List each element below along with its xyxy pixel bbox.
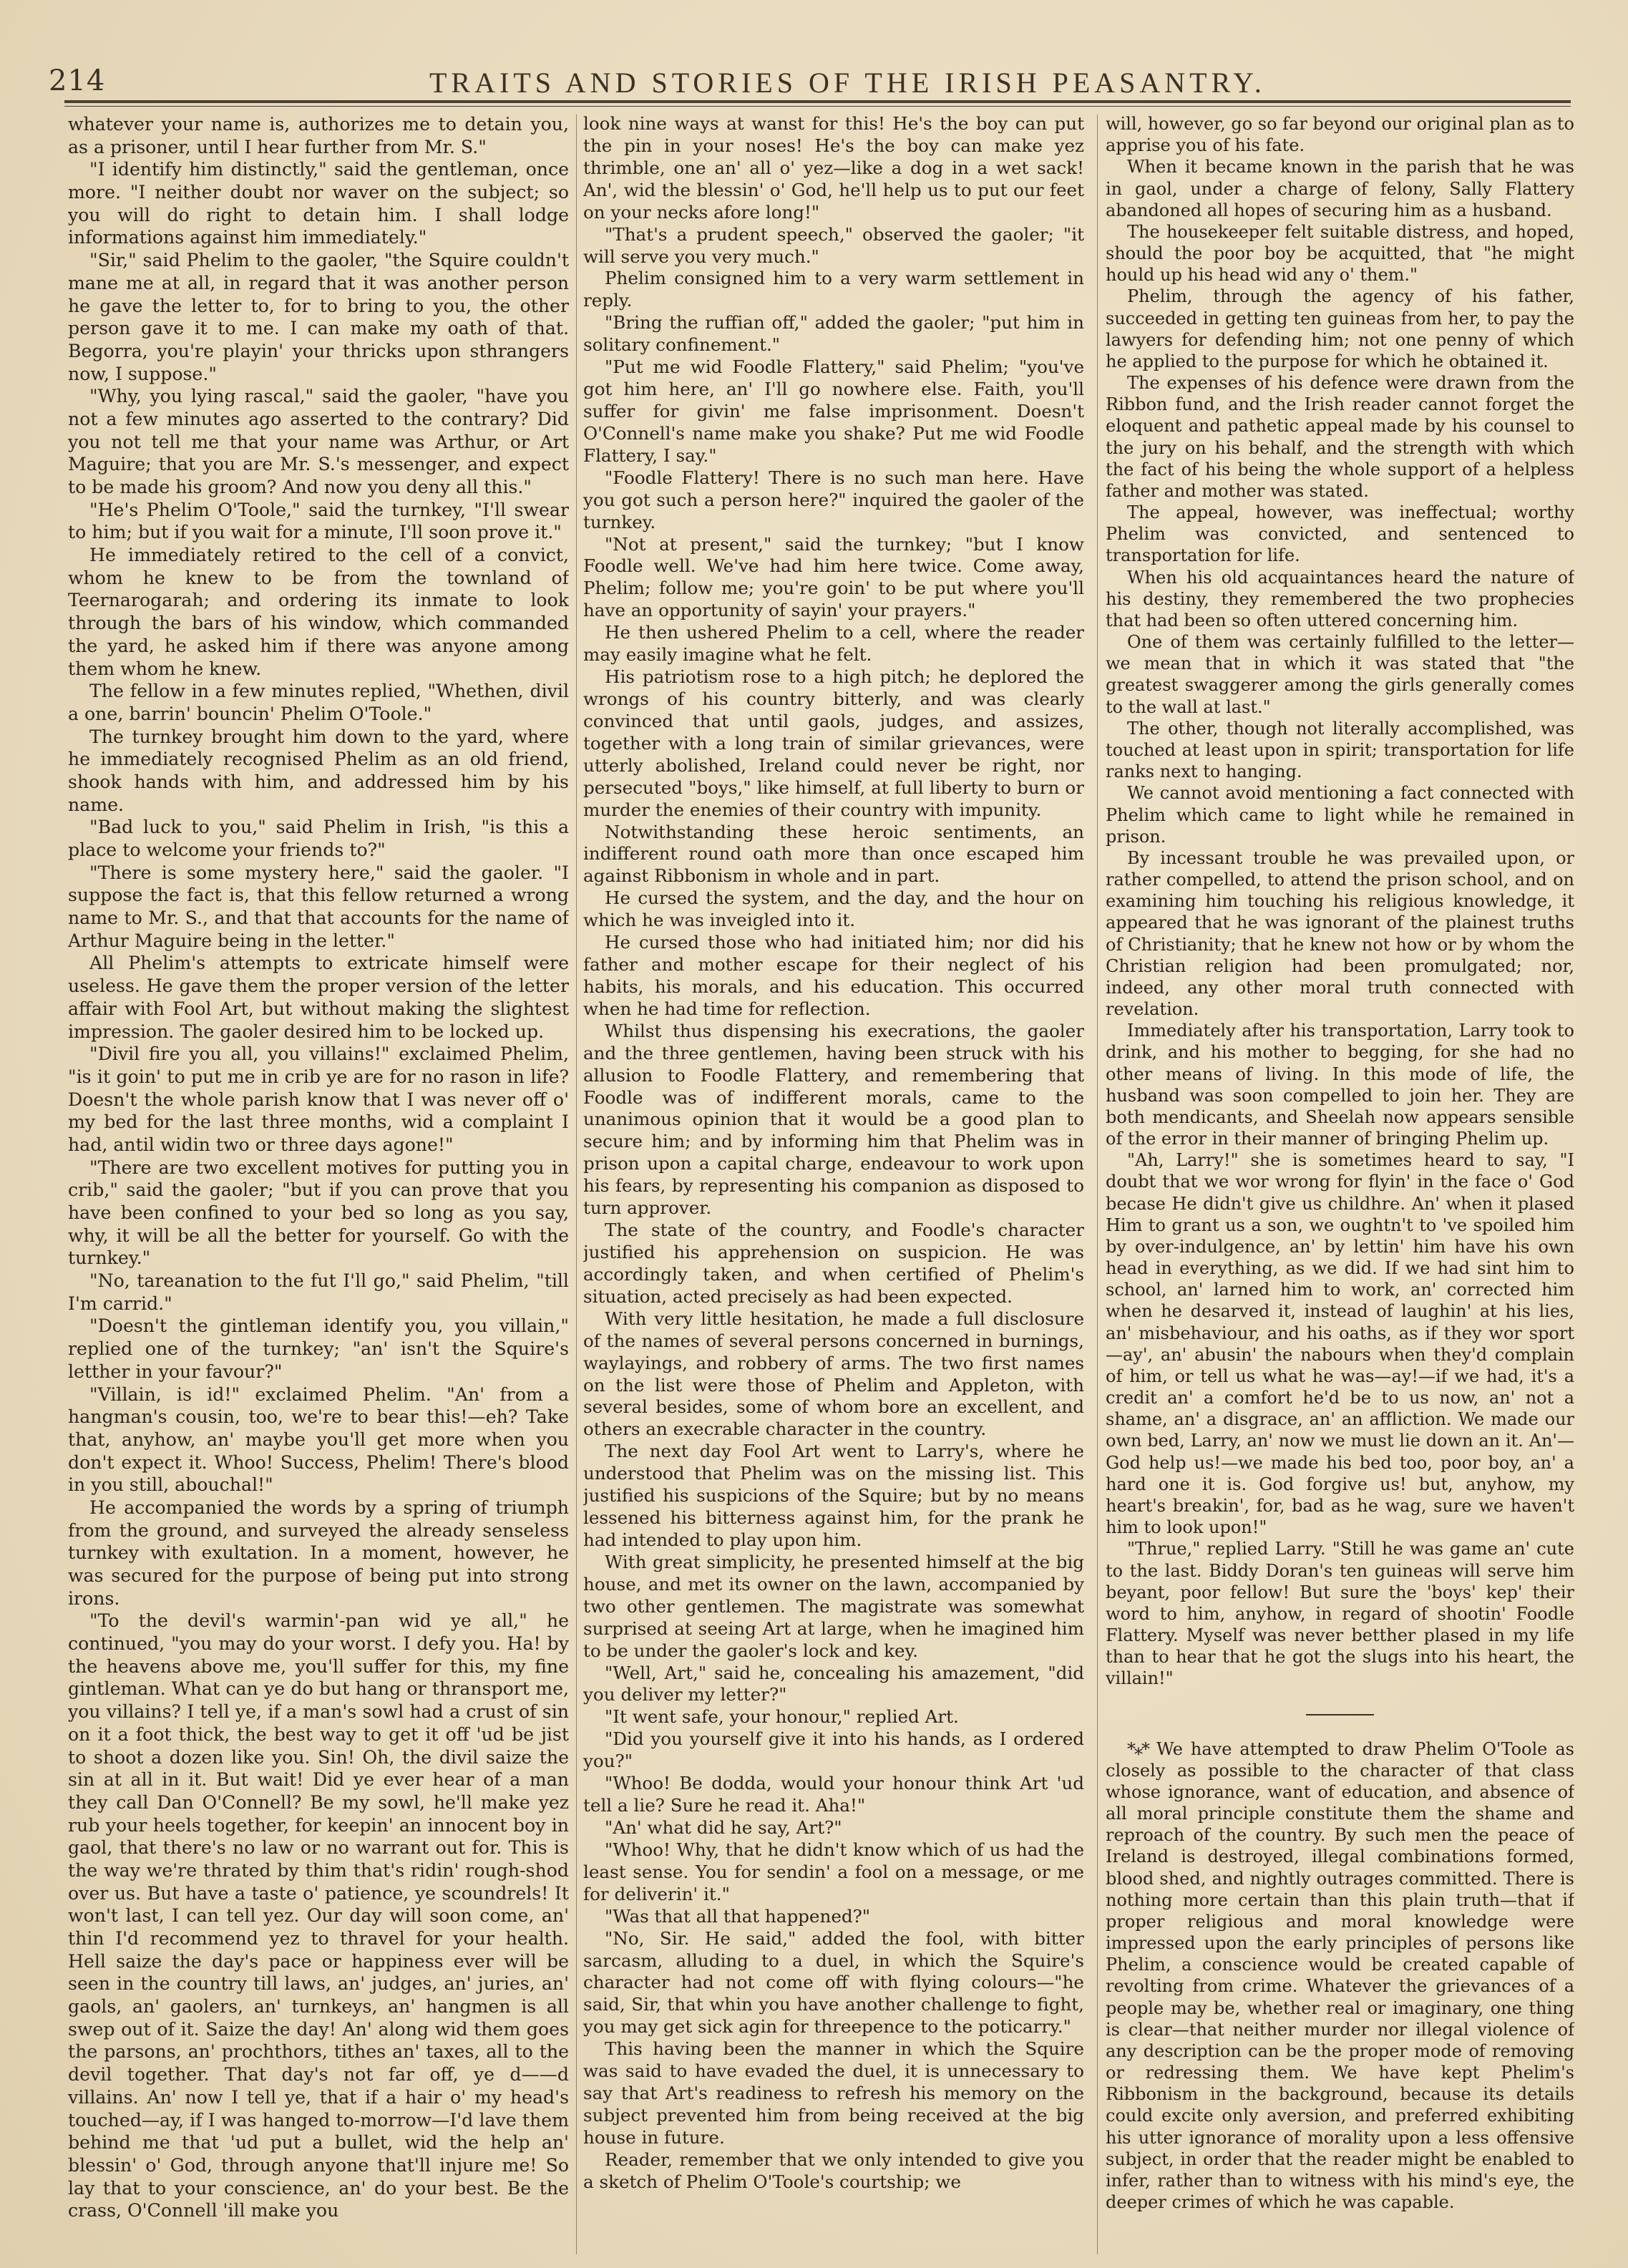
text-column-1 <box>68 113 569 2253</box>
header-rule-thin <box>64 106 1571 107</box>
paragraph: "To the devil's warmin'-pan wid ye all," he continued, "you may do your worst. I defy you. Ha! by the heavens above me, you'll suffer for this, my fine gintleman. What can ye do but hang or thransport me, you villains? I tell ye, if a man's sowl had a crust of sin on it a foot thick, the best way to get it off 'ud be jist to shoot a dozen like you. Sin! Oh, the divil saize the sin at all in it. But wait! Did ye ever hear of a man they call Dan O'Connell? Be my sowl, he'll make yez rub your heels together, for keepin' an innocent boy in gaol, that there's no law or no warrant out for. This is the way we're thrated by thim that's ridin' rough-shod over us. But have a taste o' patience, ye scoundrels! It won't last, I can tell yez. Our day will soon come, an' thin I'd recommend yez to thravel for your health. Hell saize the day's pace or happiness ever will be seen in the country till laws, an' judges, an' juries, an' gaols, an' gaolers, an' turnkeys, an' hangmen is all swep out of it. Saize the day! An' along wid them goes the parsons, an' prochthors, tithes an' taxes, all to the devil together. That day's not far off, ye d——d villains. An' now I tell ye, that if a hair o' my head's touched—ay, if I was hanged to-morrow—I'd lave them behind me that 'ud put a bullet, wid the help an' blessin' o' God, through anyone that'll injure me! So lay that to your conscience, an' do your best. Be the crass, O'Connell 'ill make you <box>68 1610 569 2221</box>
paragraph: Phelim consigned him to a very warm settlement in reply. <box>583 268 1084 311</box>
paragraph: "Put me wid Foodle Flattery," said Phelim; "you've got him here, an' I'll go nowhere else. Faith, you'll suffer for givin' me false imprisonment. Doesn't O'Connell's name make you shake? Put me wid Foodle Flattery, I say." <box>583 356 1084 466</box>
paragraph: Whilst thus dispensing his execrations, the gaoler and the three gentlemen, having been struck with his allusion to Foodle Flattery, and remembering that Foodle was of indifferent morals, came to the unanimous opinion that it would be a good plan to secure him; and by informing him that Phelim was in prison upon a capital charge, endeavour to work upon his fears, by representing his companion as disposed to turn approver. <box>583 1020 1084 1219</box>
paragraph: When his old acquaintances heard the nature of his destiny, they remembered the two prophecies that had been so often uttered concerning him. <box>1106 567 1574 631</box>
paragraph: "Did you yourself give it into his hands, as I ordered you?" <box>583 1728 1084 1772</box>
paragraph: The next day Fool Art went to Larry's, where he understood that Phelim was on the missing list. This justified his suspicions of the Squire; but by no means lessened his bitterness against him, for the prank he had intended to play upon him. <box>583 1441 1084 1550</box>
paragraph: By incessant trouble he was prevailed upon, or rather compelled, to attend the prison school, and on examining him touching his religious knowledge, it appeared that he was ignorant of the plainest truths of Christianity; that he knew not how or by whom the Christian religion had been promulgated; nor, indeed, any other moral truth connected with revelation. <box>1106 847 1574 1020</box>
paragraph: "Ah, Larry!" she is sometimes heard to say, "I doubt that we wor wrong for flyin' in the face o' God becase He didn't give us childhre. An' when it plased Him to grant us a son, we oughtn't to 've spoiled him by over-indulgence, an' by lettin' him have his own head in everything, as we did. If we had sint him to school, an' larned him to work, an' corrected him when he desarved it, instead of laughin' at his lies, an' misbehaviour, and his oaths, as if they wor sport—ay', an' abusin' the nabours when they'd complain of him, or tell us what he was—ay!—if we had, it's a credit an' a comfort he'd be to us now, an' not a shame, an' a disgrace, an' an affliction. We made our own bed, Larry, an' now we must lie down an it. An'—God help us!—we made his bed too, poor boy, an' a hard one it is. God forgive us! but, anyhow, my heart's breakin', for, bad as he wag, sure we haven't him to look upon!" <box>1106 1150 1574 1538</box>
author-footnote <box>1106 1738 1574 2214</box>
paragraph: His patriotism rose to a high pitch; he deplored the wrongs of his country bitterly, and was clearly convinced that until gaols, judges, and assizes, together with a long train of similar grievances, were utterly abolished, Ireland could never be right, nor persecuted "boys," like himself, at full liberty to burn or murder the enemies of their country with impunity. <box>583 666 1084 820</box>
text-column-3 <box>1106 113 1574 2253</box>
paragraph: whatever your name is, authorizes me to detain you, as a prisoner, until I hear further from Mr. S." <box>68 114 569 157</box>
paragraph: "No, Sir. He said," added the fool, with bitter sarcasm, alluding to a duel, in which the Squire's character had not come off with flying colours—"he said, Sir, that whin you have another challenge to fight, you may get sick agin for threepence to the poticarry." <box>583 1927 1084 2038</box>
paragraph: With great simplicity, he presented himself at the big house, and met its owner on the lawn, accompanied by two other gentlemen. The magistrate was somewhat surprised at seeing Art at large, when he imagined him to be under the gaoler's lock and key. <box>583 1551 1084 1661</box>
paragraph: When it became known in the parish that he was in gaol, under a charge of felony, Sally Flattery abandoned all hopes of securing him as a husband. <box>1106 157 1574 220</box>
paragraph: "No, tareanation to the fut I'll go," said Phelim, "till I'm carrid." <box>68 1270 569 1314</box>
paragraph: The housekeeper felt suitable distress, and hoped, should the poor boy be acquitted, that "he might hould up his head wid any o' them." <box>1106 221 1574 286</box>
paragraph: "I identify him distinctly," said the gentleman, once more. "I neither doubt nor waver on the subject; so you will do right to detain him. I shall lodge informations against him immediately." <box>68 159 569 248</box>
text-column-2 <box>583 113 1084 2253</box>
running-title: TRAITS AND STORIES OF THE IRISH PEASANTRY. <box>429 67 1266 99</box>
paragraph: The turnkey brought him down to the yard, where he immediately recognised Phelim as an old friend, shook hands with him, and addressed him by his name. <box>68 726 569 815</box>
paragraph: This having been the manner in which the Squire was said to have evaded the duel, it is unnecessary to say that Art's readiness to refresh his memory on the subject prevented him from being received at the big house in future. <box>583 2038 1084 2148</box>
column-divider-1 <box>576 115 577 2254</box>
paragraph: The fellow in a few minutes replied, "Whethen, divil a one, barrin' bouncin' Phelim O'Toole." <box>68 681 569 724</box>
page-number: 214 <box>49 64 106 97</box>
paragraph: "Villain, is id!" exclaimed Phelim. "An' from a hangman's cousin, too, we're to bear this!—eh? Take that, anyhow, an' maybe you'll get more when you don't expect it. Whoo! Success, Phelim! There's blood in you still, abouchal!" <box>68 1383 569 1496</box>
paragraph: The state of the country, and Foodle's character justified his apprehension on suspicion. He was accordingly taken, and when certified of Phelim's situation, acted precisely as had been expected. <box>583 1220 1084 1307</box>
asterism-mark: *⁎* <box>1127 1738 1149 1759</box>
header-rule <box>64 100 1571 103</box>
paragraph: "Whoo! Why, that he didn't know which of us had the least sense. You for sendin' a fool on a message, or me for deliverin' it." <box>583 1839 1084 1904</box>
paragraph: "Well, Art," said he, concealing his amazement, "did you deliver my letter?" <box>583 1662 1084 1705</box>
paragraph: "Divil fire you all, you villains!" exclaimed Phelim, "is it goin' to put me in crib ye are for no rason in life? Doesn't the whole parish know that I was never off o' my bed for the last three months, wid a complaint I had, antil widin two or three days agone!" <box>68 1043 569 1155</box>
paragraph: "That's a prudent speech," observed the gaoler; "it will serve you very much." <box>583 223 1084 267</box>
paragraph: We cannot avoid mentioning a fact connected with Phelim which came to light while he remained in prison. <box>1106 783 1574 847</box>
paragraph: The other, though not literally accomplished, was touched at least upon in spirit; transportation for life ranks next to hanging. <box>1106 718 1574 782</box>
section-divider <box>1306 1714 1374 1715</box>
column-divider-2 <box>1097 115 1098 2254</box>
paragraph: "Thrue," replied Larry. "Still he was game an' cute to the last. Biddy Doran's ten guineas will serve him beyant, poor fellow! But sure the 'boys' kep' their word to him, anyhow, in regard of shootin' Foodle Flattery. Myself was never betther plased in my life than to hear that he got the slugs into his heart, the villain!" <box>1106 1539 1574 1689</box>
paragraph: "It went safe, your honour," replied Art. <box>605 1706 959 1728</box>
paragraph: Reader, remember that we only intended to give you a sketch of Phelim O'Toole's courtship; we <box>583 2148 1084 2192</box>
paragraph: He then ushered Phelim to a cell, where the reader may easily imagine what he felt. <box>583 622 1084 666</box>
paragraph: look nine ways at wanst for this! He's the boy can put the pin in your noses! He's the boy can make yez thrimble, one an' all o' yez—like a dog in a wet sack! An', wid the blessin' o' God, he'll help us to put our feet on your necks afore long!" <box>583 113 1084 223</box>
paragraph: "There are two excellent motives for putting you in crib," said the gaoler; "but if you can prove that you have been confined to your bed so long as you say, why, it will be all the better for yourself. Go with the turnkey." <box>68 1157 569 1269</box>
paragraph: One of them was certainly fulfilled to the letter—we mean that in which it was stated that "the greatest swaggerer among the girls generally comes to the wall at last." <box>1106 632 1574 717</box>
paragraph: He cursed those who had initiated him; nor did his father and mother escape for their neglect of his habits, his morals, and his education. This occurred when he had time for reflection. <box>583 932 1084 1019</box>
paragraph: Phelim, through the agency of his father, succeeded in getting ten guineas from her, to pay the lawyers for defending him; not one penny of which he applied to the purpose for which he obtained it. <box>1106 286 1574 371</box>
paragraph: "There is some mystery here," said the gaoler. "I suppose the fact is, that this fellow returned a wrong name to Mr. S., and that that accounts for the name of Arthur Maguire being in the letter." <box>68 862 569 951</box>
paragraph: "Why, you lying rascal," said the gaoler, "have you not a few minutes ago asserted to the contrary? Did you not tell me that your name was Arthur, or Art Maguire; that you are Mr. S.'s messenger, and expect to be made his groom? And now you deny all this." <box>68 386 569 497</box>
paragraph: "Doesn't the gintleman identify you, you villain," replied one of the turnkey; "an' isn't the Squire's letther in your favour?" <box>68 1315 569 1382</box>
paragraph: "Sir," said Phelim to the gaoler, "the Squire couldn't mane me at all, in regard that it was another person he gave the letter to, for to bring to you, the other person gave it to me. I can make my oath of that. Begorra, you're playin' your thricks upon sthrangers now, I suppose." <box>68 250 569 384</box>
paragraph: All Phelim's attempts to extricate himself were useless. He gave them the proper version of the letter affair with Fool Art, but without making the slightest impression. The gaoler desired him to be locked up. <box>68 953 569 1042</box>
paragraph: "An' what did he say, Art?" <box>605 1816 842 1838</box>
page-header <box>43 60 1574 103</box>
paragraph: "Bring the ruffian off," added the gaoler; "put him in solitary confinement." <box>583 312 1084 356</box>
paragraph: "Foodle Flattery! There is no such man here. Have you got such a person here?" inquired the gaoler of the turnkey. <box>583 467 1084 532</box>
paragraph: The expenses of his defence were drawn from the Ribbon fund, and the Irish reader cannot forget the eloquent and pathetic appeal made by his counsel to the jury on his behalf, and the strength with which the fact of his being the whole support of a helpless father and mother was stated. <box>1106 373 1574 501</box>
paragraph: "He's Phelim O'Toole," said the turnkey, "I'll swear to him; but if you wait for a minute, I'll soon prove it." <box>68 499 569 543</box>
footnote-text: We have attempted to draw Phelim O'Toole as closely as possible to the character of that class whose ignorance, want of education, and absence of all moral principle constitute them the shame and reproach of the country. By such men the peace of Ireland is destroyed, illegal combinations formed, blood shed, and nightly outrages committed. There is nothing more certain than this plain truth—that if proper religious and moral knowledge were impressed upon the early principles of persons like Phelim, a conscience would be created capable of revolting from crime. Whatever the grievances of a people may be, whether real or imaginary, one thing is clear—that neither murder nor illegal violence of any description can be the proper mode of removing or redressing them. We have kept Phelim's Ribbonism in the background, because its details could excite only aversion, and preferred exhibiting his utter ignorance of morality upon a less offensive subject, in order that the reader might be enabled to infer, rather than to witness with his mind's eye, the deeper crimes of which he was capable. <box>1106 1738 1574 2213</box>
paragraph: "Whoo! Be dodda, would your honour think Art 'ud tell a lie? Sure he read it. Aha!" <box>583 1773 1084 1816</box>
paragraph: He accompanied the words by a spring of triumph from the ground, and surveyed the already senseless turnkey with exultation. In a moment, however, he was secured for the purpose of being put into strong irons. <box>68 1496 569 1609</box>
paragraph: Notwithstanding these heroic sentiments, an indifferent round oath more than once escaped him against Ribbonism in whole and in part. <box>583 821 1084 887</box>
paragraph: will, however, go so far beyond our original plan as to apprise you of his fate. <box>1106 114 1574 156</box>
footnote-paragraph <box>1106 1738 1574 2214</box>
paragraph: He cursed the system, and the day, and the hour on which he was inveigled into it. <box>583 887 1084 931</box>
paragraph: With very little hesitation, he made a full disclosure of the names of several persons concerned in burnings, waylayings, and robbery of arms. The two first names on the list were those of Phelim and Appleton, with several besides, some of whom bore an excellent, and others an execrable character in the country. <box>583 1308 1084 1440</box>
paragraph: The appeal, however, was ineffectual; worthy Phelim was convicted, and sentenced to transportation for life. <box>1106 502 1574 566</box>
paragraph: "Not at present," said the turnkey; "but I know Foodle well. We've had him here twice. Come away, Phelim; follow me; you're goin' to be put where you'll have an opportunity of sayin' your prayers." <box>583 533 1084 621</box>
paragraph: "Was that all that happened?" <box>605 1905 871 1927</box>
paragraph: Immediately after his transportation, Larry took to drink, and his mother to begging, for she had no other means of living. In this mode of life, the husband was soon compelled to join her. They are both mendicants, and Sheelah now appears sensible of the error in their manner of bringing Phelim up. <box>1106 1021 1574 1149</box>
paragraph: "Bad luck to you," said Phelim in Irish, "is this a place to welcome your friends to?" <box>68 817 569 860</box>
paragraph: He immediately retired to the cell of a convict, whom he knew to be from the townland of Teernarogarah; and ordering its inmate to look through the bars of his window, which commanded the yard, he asked him if there was anyone among them whom he knew. <box>68 545 569 679</box>
